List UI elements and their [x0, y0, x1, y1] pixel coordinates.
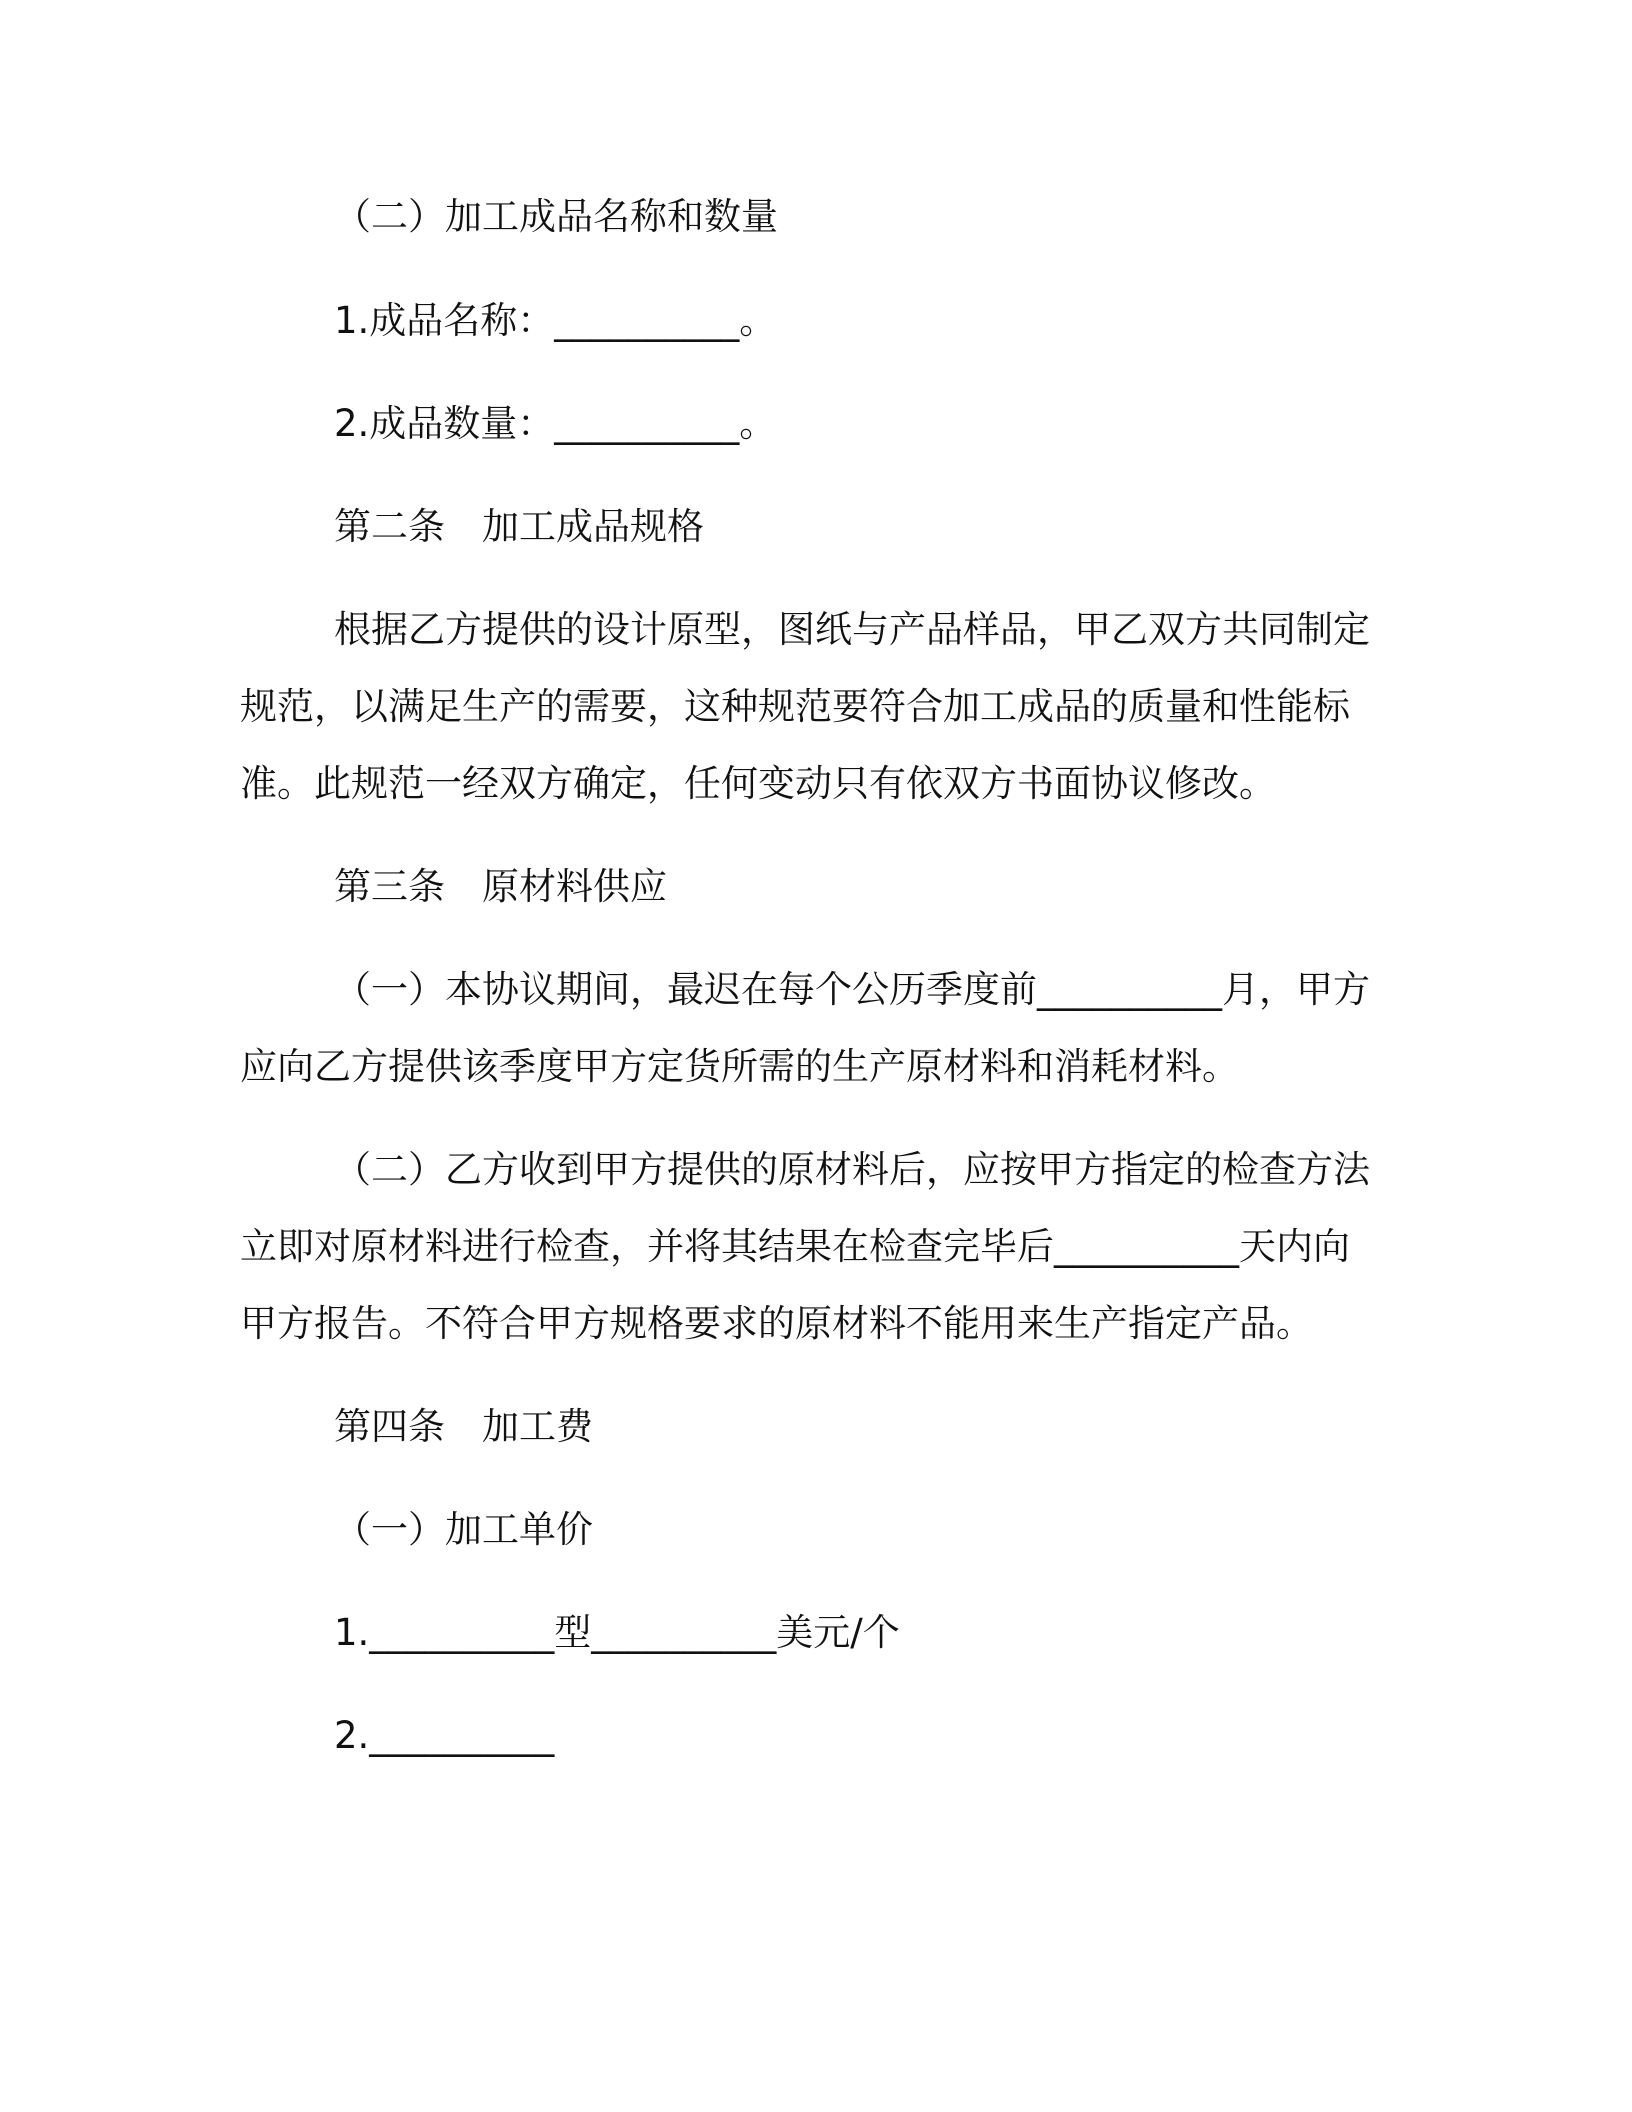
- line-price-item-1: 1.__________型__________美元/个: [334, 1611, 900, 1654]
- paragraph-line: 准。此规范一经双方确定，任何变动只有依双方书面协议修改。: [240, 762, 1276, 805]
- paragraph-line: 立即对原材料进行检查，并将其结果在检查完毕后__________天内向: [240, 1225, 1350, 1268]
- article-heading-3: 第三条 原材料供应: [334, 865, 667, 908]
- article-heading-2: 第二条 加工成品规格: [334, 505, 704, 548]
- paragraph-line: 甲方报告。不符合甲方规格要求的原材料不能用来生产指定产品。: [240, 1302, 1313, 1345]
- section-heading-finished-product-name-quantity: （二）加工成品名称和数量: [334, 195, 778, 238]
- paragraph-line: （一）本协议期间，最迟在每个公历季度前__________月，甲方: [334, 968, 1370, 1011]
- subheading-unit-price: （一）加工单价: [334, 1508, 593, 1551]
- paragraph-line: 规范，以满足生产的需要，这种规范要符合加工成品的质量和性能标: [240, 685, 1350, 728]
- line-price-item-2: 2.__________: [334, 1714, 555, 1757]
- paragraph-line: 根据乙方提供的设计原型，图纸与产品样品，甲乙双方共同制定: [334, 608, 1370, 651]
- article-heading-4: 第四条 加工费: [334, 1405, 593, 1448]
- line-product-name: 1.成品名称：__________。: [334, 299, 777, 342]
- paragraph-line: 应向乙方提供该季度甲方定货所需的生产原材料和消耗材料。: [240, 1045, 1239, 1088]
- paragraph-line: （二）乙方收到甲方提供的原材料后，应按甲方指定的检查方法: [334, 1148, 1370, 1191]
- line-product-quantity: 2.成品数量：__________。: [334, 402, 777, 445]
